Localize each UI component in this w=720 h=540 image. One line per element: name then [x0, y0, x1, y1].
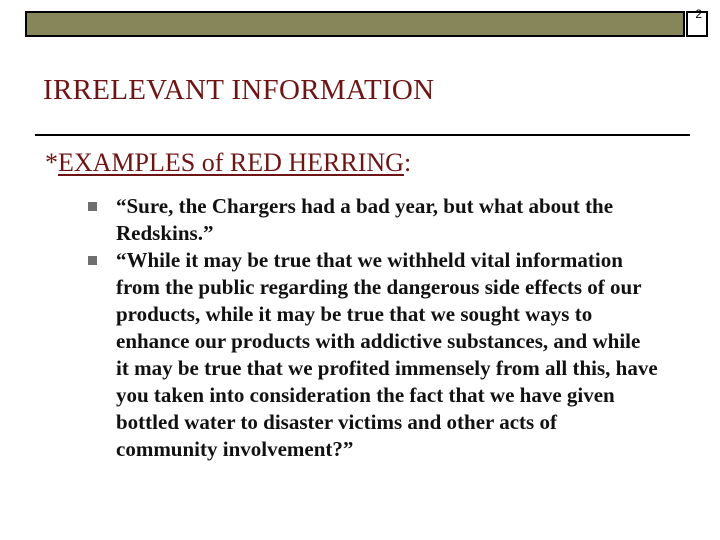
- slide-subtitle: [45, 148, 411, 178]
- slide-number: 2: [695, 7, 702, 21]
- square-bullet-icon: [88, 202, 97, 211]
- bullet-item: [88, 247, 658, 463]
- square-bullet-icon: [88, 256, 97, 265]
- bullet-text: “While it may be true that we withheld vital information from the public regarding the dangerous side effects of our products, while it may be true that we sought ways to enhance our products with addictive substances, and while it may be true that we profited immensely from all this, have you taken into consideration the fact that we have given bottled water to disaster victims and other acts of community involvement?”: [116, 248, 658, 461]
- subtitle-suffix: :: [403, 148, 412, 177]
- title-divider: [35, 134, 690, 136]
- header-bar: [25, 11, 685, 37]
- bullet-list: [88, 193, 658, 463]
- slide-title: IRRELEVANT INFORMATION: [43, 74, 435, 106]
- slide-number-box: [686, 7, 708, 37]
- bullet-item: [88, 193, 658, 247]
- bullet-text: “Sure, the Chargers had a bad year, but what about the Redskins.”: [116, 194, 614, 245]
- subtitle-underlined: EXAMPLES of RED HERRING: [58, 148, 404, 177]
- subtitle-prefix: *: [45, 148, 58, 177]
